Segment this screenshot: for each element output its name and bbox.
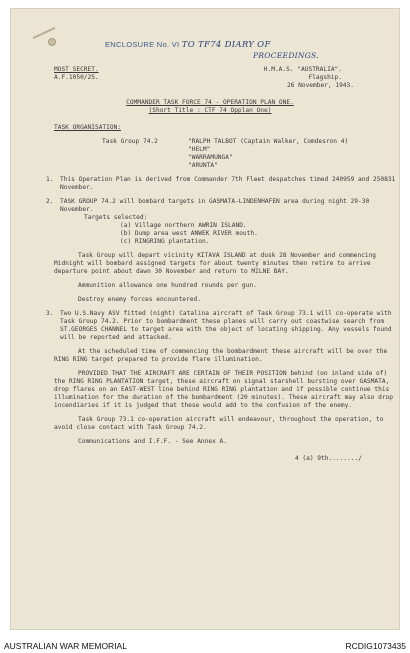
document-date: 26 November, 1943. bbox=[286, 82, 354, 89]
provided-text: PROVIDED THAT THE AIRCRAFT ARE CERTAIN OF THEIR POSITION behind (on inland side of) the RING RING PLANTATION target, these aircraft on signal starshell bursting over GASMATA, drop flares on an EAST-WEST line behind RING RING plantation and if possible continue this illumination for the duration of the bombardment (20 minutes). These aircraft may also drop incendiaries if it is judged that these would add to the confusion of the enemy. bbox=[54, 370, 393, 409]
archive-name: AUSTRALIAN WAR MEMORIAL bbox=[4, 640, 127, 651]
endeavour-text: Task Group 73.1 co-operation aircraft will endeavour, throughout the operation, to avoid close contact with Task Group 74.2. bbox=[54, 416, 384, 431]
operation-plan-text bbox=[46, 66, 396, 463]
header-row-2 bbox=[54, 74, 396, 82]
task-group-block bbox=[54, 138, 396, 170]
ship-item: "RALPH TALBOT (Captain Walker, Comdesron 4) bbox=[188, 138, 349, 145]
archive-footer bbox=[0, 638, 410, 653]
header-row-1 bbox=[54, 66, 396, 74]
scheduled-text: At the scheduled time of commencing the bombardment these aircraft will be over the RING RING target prepared to provide flare illumination. bbox=[54, 348, 388, 363]
ship-list bbox=[188, 138, 348, 170]
ship-name: H.M.A.S. "AUSTRALIA". bbox=[263, 66, 342, 73]
targets-label: Targets selected: bbox=[84, 214, 148, 221]
enclosure-stamp bbox=[105, 40, 319, 60]
paragraph-number: 3. bbox=[46, 310, 54, 317]
plan-title: COMMANDER TASK FORCE 74 - OPERATION PLAN ONE. bbox=[126, 99, 294, 106]
ship-item: "WARRAMUNGA" bbox=[188, 154, 233, 161]
punch-hole bbox=[48, 38, 56, 46]
target-item: (b) Dump area west ANWEK RIVER mouth. bbox=[120, 230, 258, 237]
target-item: (a) Village northern AWRIN ISLAND. bbox=[120, 222, 247, 229]
ship-item: "ARUNTA" bbox=[188, 162, 218, 169]
destroy-text: Destroy enemy forces encountered. bbox=[78, 296, 201, 303]
paragraph-text: Two U.S.Navy ASV fitted (night) Catalina aircraft of Task Group 73.1 will co-operate with Task Group 74.2. Prior to bombardment these planes will carry out coastwise search from ST.GEORGES CHANNEL to target area with the object of locating shipping. Any vessels found will be reported and attacked. bbox=[60, 310, 392, 341]
classification: MOST SECRET. bbox=[54, 66, 99, 73]
communications-text: Communications and I.F.F. - See Annex A. bbox=[78, 438, 228, 445]
paragraph-number: 2. bbox=[46, 198, 54, 205]
stamp-destination: TO TF74 DIARY OF bbox=[181, 40, 271, 50]
task-organisation-heading: TASK ORGANISATION: bbox=[54, 124, 122, 131]
archive-id: RCDIG1073435 bbox=[345, 640, 406, 651]
flagship-label: Flagship. bbox=[308, 74, 342, 81]
continuation-mark: 4 (a) 9th......../ bbox=[294, 455, 362, 462]
plan-short-title: (Short Title : CTF 74 Opplan One) bbox=[148, 107, 272, 114]
paragraph-text: TASK GROUP 74.2 will bombard targets in GASMATA-LINDENHAFEN area during night 29-30 November. bbox=[60, 198, 370, 213]
paragraph-number: 1. bbox=[46, 176, 54, 183]
paragraph-1 bbox=[46, 176, 396, 192]
departure-text: Task Group will depart vicinity KITAVA ISLAND at dusk 28 November and commencing Midnight will bombard assigned targets for about twenty minutes then retire to arrive departure point about dawn 30 November and return to MILNE BAY. bbox=[54, 252, 377, 275]
reference-number: A.F.1050/25. bbox=[54, 74, 99, 81]
paragraph-text: This Operation Plan is derived from Commander 7th Fleet despatches timed 240959 and 250831 November. bbox=[60, 176, 396, 191]
task-group-label: Task Group 74.2 bbox=[102, 138, 158, 145]
ship-item: "HELM" bbox=[188, 146, 211, 153]
stamp-proceedings: PROCEEDINGS. bbox=[253, 51, 319, 60]
ammunition-text: Ammunition allowance one hundred rounds per gun. bbox=[78, 282, 257, 289]
enclosure-number: ENCLOSURE No. VI bbox=[105, 40, 180, 49]
paragraph-3 bbox=[46, 310, 396, 342]
target-item: (c) RINGRING plantation. bbox=[120, 238, 210, 245]
paragraph-2 bbox=[46, 198, 396, 214]
header-row-3 bbox=[54, 82, 396, 90]
